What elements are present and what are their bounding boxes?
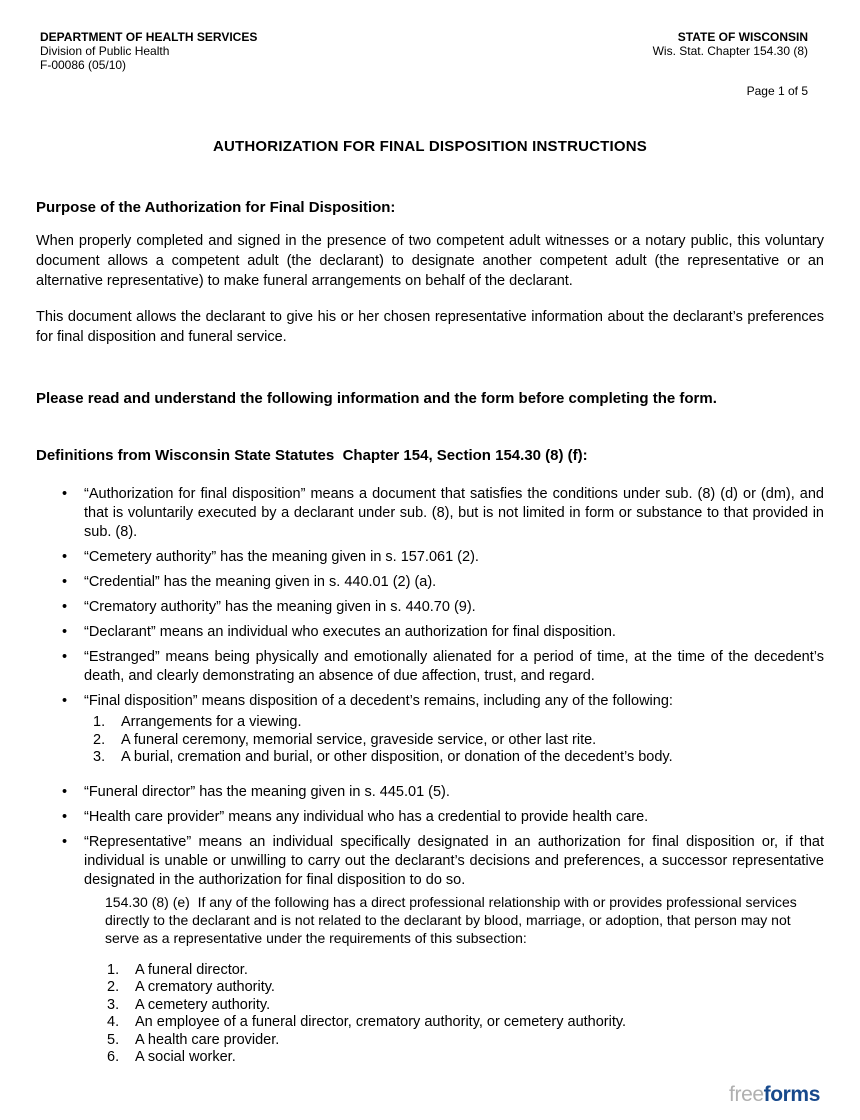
definition-item-representative xyxy=(36,833,824,1067)
definition-item-crematory-authority: • “Crematory authority” has the meaning given in s. 440.70 (9). xyxy=(36,598,824,617)
item-text: Arrangements for a viewing. xyxy=(121,714,302,730)
freeforms-logo xyxy=(729,1084,820,1105)
item-text: A burial, cremation and burial, or other disposition, or donation of the decedent’s body. xyxy=(121,749,673,765)
state-name: STATE OF WISCONSIN xyxy=(677,30,808,44)
definitions-list xyxy=(36,485,824,1067)
definition-item-authorization: • “Authorization for final disposition” means a document that satisfies the conditions under sub. (8) (d) or (dm), and that is voluntarily executed by a declarant under sub. (8), but is not limited in form or substance to that provided in sub. (8). xyxy=(36,485,824,542)
item-number: 6. xyxy=(107,1049,120,1065)
item-text: A funeral director. xyxy=(135,961,248,978)
item-number: 2. xyxy=(93,731,106,748)
purpose-paragraph-1: When properly completed and signed in the presence of two competent adult witnesses or a notary public, this voluntary document allows a competent adult (the declarant) to designate another competent adult (the representative or an alternative representative) to make funeral arrangements on behalf of the declarant. xyxy=(36,233,824,289)
definition-item-cemetery-authority: • “Cemetery authority” has the meaning given in s. 157.061 (2). xyxy=(36,548,824,567)
sublist-item xyxy=(93,714,824,732)
sublist-item xyxy=(93,749,824,767)
header-right xyxy=(653,30,808,72)
form-number: F-00086 (05/10) xyxy=(40,58,127,72)
item-number: 3. xyxy=(107,996,120,1013)
page-number: Page 1 of 5 xyxy=(746,84,808,98)
sublist-item xyxy=(93,732,824,750)
statute-note: 154.30 (8) (e) If any of the following has a direct professional relationship with or provides professional services directly to the declarant and is not related to the declarant by blood, marriage, or adoption, that person may not serve as a representative under the requirements of this subsection: xyxy=(105,893,797,946)
item-text: A cemetery authority. xyxy=(135,996,271,1013)
excluded-item xyxy=(107,1032,824,1050)
purpose-paragraph-2: This document allows the declarant to give his or her chosen representative information about the declarant’s preferences for final disposition and funeral service. xyxy=(36,309,824,345)
item-text: A funeral ceremony, memorial service, graveside service, or other last rite. xyxy=(121,731,597,748)
item-text: An employee of a funeral director, crematory authority, or cemetery authority. xyxy=(135,1014,627,1030)
definition-item-declarant: • “Declarant” means an individual who executes an authorization for final disposition. xyxy=(36,623,824,642)
item-text: A social worker. xyxy=(135,1049,236,1065)
definition-item-final-disposition xyxy=(36,692,824,767)
definition-item-health-care-provider: • “Health care provider” means any individual who has a credential to provide health care. xyxy=(36,808,824,827)
excluded-persons-list xyxy=(107,962,824,1067)
document-title: AUTHORIZATION FOR FINAL DISPOSITION INSTRUCTIONS xyxy=(212,138,648,155)
definitions-heading: Definitions from Wisconsin State Statutes Chapter 154, Section 154.30 (8) (f): xyxy=(36,447,588,464)
agency-name: DEPARTMENT OF HEALTH SERVICES xyxy=(40,30,258,44)
item-number: 3. xyxy=(93,749,106,765)
logo-free: free xyxy=(729,1083,764,1106)
definition-text: • “Representative” means an individual specifically designated in an authorization for final disposition or, if that individual is unable or unwilling to carry out the declarant’s decisions and preferences, a successor representative designated in the authorization for final disposition to do so. xyxy=(84,833,824,888)
division-name: Division of Public Health xyxy=(40,44,170,58)
item-number: 4. xyxy=(107,1014,120,1030)
definition-text: • “Final disposition” means disposition of a decedent’s remains, including any of the following: xyxy=(84,693,673,709)
document-header xyxy=(36,30,824,72)
definition-item-funeral-director: • “Funeral director” has the meaning given in s. 445.01 (5). xyxy=(36,783,824,802)
item-number: 1. xyxy=(107,961,120,978)
header-left xyxy=(36,30,257,72)
item-text: A crematory authority. xyxy=(135,979,275,995)
definition-item-credential: • “Credential” has the meaning given in s. 440.01 (2) (a). xyxy=(36,573,824,592)
item-text: A health care provider. xyxy=(135,1031,280,1048)
excluded-item xyxy=(107,997,824,1015)
item-number: 5. xyxy=(107,1031,120,1048)
final-disposition-sublist xyxy=(93,714,824,767)
read-instruction: Please read and understand the following information and the form before completing the form. xyxy=(36,390,717,407)
logo-forms: forms xyxy=(763,1083,820,1106)
item-number: 2. xyxy=(107,979,120,995)
excluded-item xyxy=(107,979,824,997)
item-number: 1. xyxy=(93,714,106,730)
excluded-item xyxy=(107,1049,824,1067)
purpose-heading: Purpose of the Authorization for Final Disposition: xyxy=(36,199,396,216)
statute-reference: Wis. Stat. Chapter 154.30 (8) xyxy=(652,44,808,58)
definition-item-estranged: • “Estranged” means being physically and emotionally alienated for a period of time, at the time of the decedent’s death, and clearly demonstrating an absence of due affection, trust, and regard. xyxy=(36,648,824,686)
excluded-item xyxy=(107,1014,824,1032)
excluded-item xyxy=(107,962,824,980)
